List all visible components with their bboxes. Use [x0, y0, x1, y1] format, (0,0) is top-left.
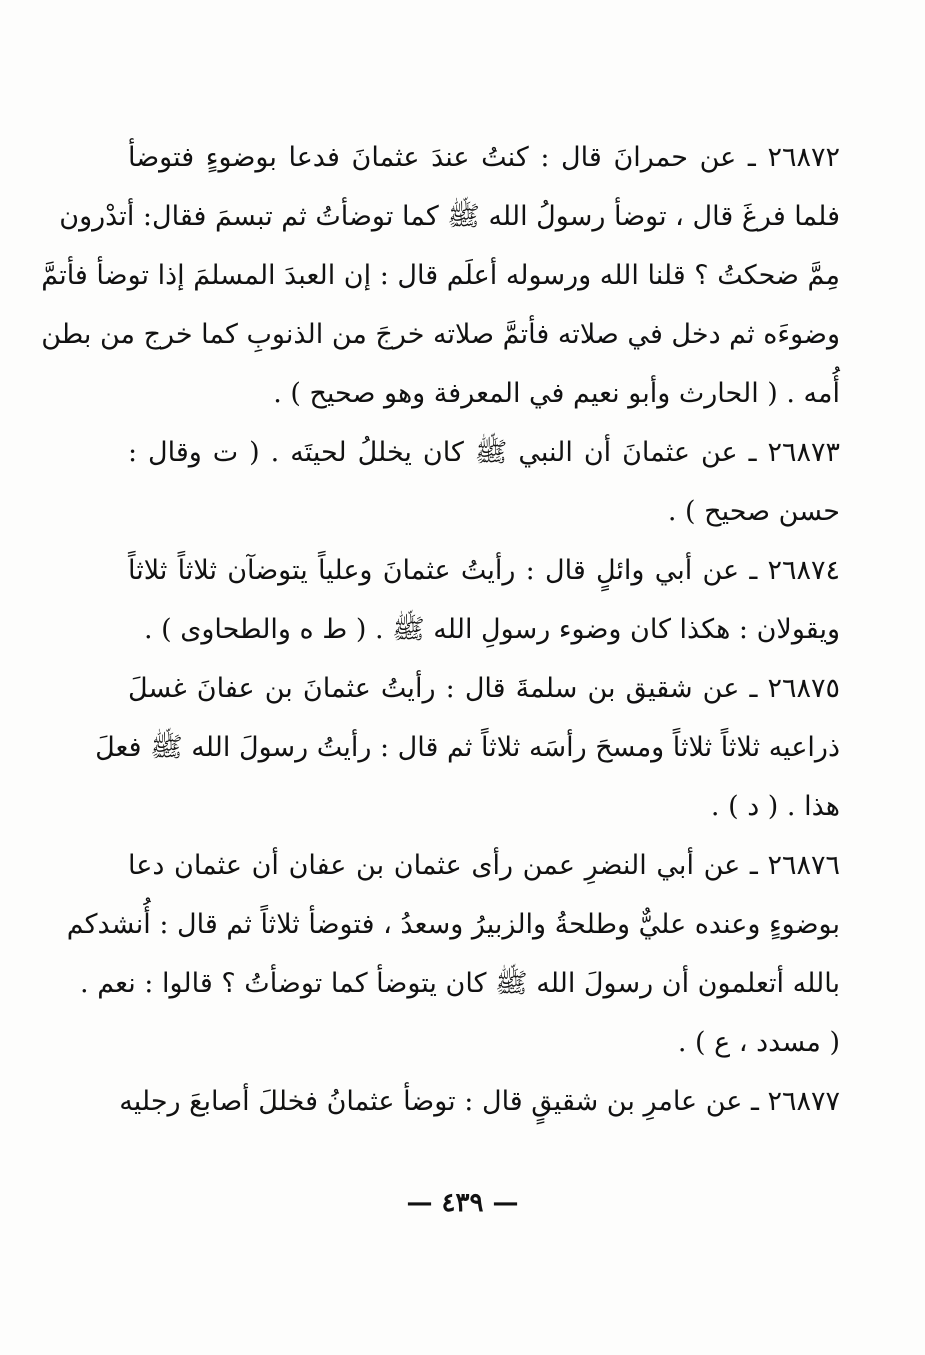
text-line: مِمَّ ضحكتُ ؟ قلنا الله ورسوله أعلَم قال : إن العبدَ المسلمَ إذا توضأ فأتمَّ: [41, 260, 840, 291]
text-line: ٢٦٨٧٢ ـ عن حمرانَ قال : كنتُ عندَ عثمانَ فدعا بوضوءٍ فتوضأ: [128, 142, 840, 173]
text-line: أُمه . ( الحارث وأبو نعيم في المعرفة وهو صحيح ) .: [273, 378, 840, 409]
text-line: حسن صحيح ) .: [667, 496, 840, 527]
text-line: ويقولان : هكذا كان وضوء رسولِ الله ﷺ . ( ط ه والطحاوى ) .: [143, 614, 840, 645]
text-line: ٢٦٨٧٧ ـ عن عامرِ بن شقيقٍ قال : توضأ عثمانُ فخللَ أصابعَ رجليه: [119, 1086, 840, 1117]
text-line: ٢٦٨٧٤ ـ عن أبي وائلٍ قال : رأيتُ عثمانَ وعلياً يتوضآن ثلاثاً ثلاثاً: [128, 555, 840, 586]
page-number: — ٤٣٩ —: [406, 1188, 519, 1218]
text-line: فلما فرغَ قال ، توضأ رسولُ الله ﷺ كما توضأتُ ثم تبسمَ فقال: أتدْرون: [59, 201, 840, 232]
text-line: ٢٦٨٧٥ ـ عن شقيق بن سلمةَ قال : رأيتُ عثمانَ بن عفانَ غسلَ: [128, 673, 840, 704]
text-line: وضوءَه ثم دخل في صلاته فأتمَّ صلاته خرجَ من الذنوبِ كما خرج من بطن: [41, 319, 840, 350]
hadith-entry: [128, 423, 840, 541]
text-line: بالله أتعلمون أن رسولَ الله ﷺ كان يتوضأ كما توضأتُ ؟ قالوا : نعم .: [80, 968, 840, 999]
hadith-entry: [128, 541, 840, 659]
hadith-text-block: [41, 128, 840, 1131]
hadith-entry: [119, 1072, 840, 1131]
text-line: ٢٦٨٧٣ ـ عن عثمانَ أن النبي ﷺ كان يخللُ لحيتَه . ( ت وقال :: [128, 437, 840, 468]
hadith-entry: [41, 128, 840, 423]
text-line: ذراعيه ثلاثاً ثلاثاً ومسحَ رأسَه ثلاثاً ثم قال : رأيتُ رسولَ الله ﷺ فعلَ: [95, 732, 840, 763]
text-line: بوضوءٍ وعنده عليٌّ وطلحةُ والزبيرُ وسعدُ ، فتوضأ ثلاثاً ثم قال : أُنشدكم: [66, 909, 840, 940]
text-line: هذا . ( د ) .: [710, 791, 840, 822]
text-line: ٢٦٨٧٦ ـ عن أبي النضرِ عمن رأى عثمان بن عفان أن عثمان دعا: [128, 850, 840, 881]
hadith-entry: [95, 659, 840, 836]
text-line: ( مسدد ، ع ) .: [677, 1027, 840, 1058]
hadith-entry: [66, 836, 840, 1072]
